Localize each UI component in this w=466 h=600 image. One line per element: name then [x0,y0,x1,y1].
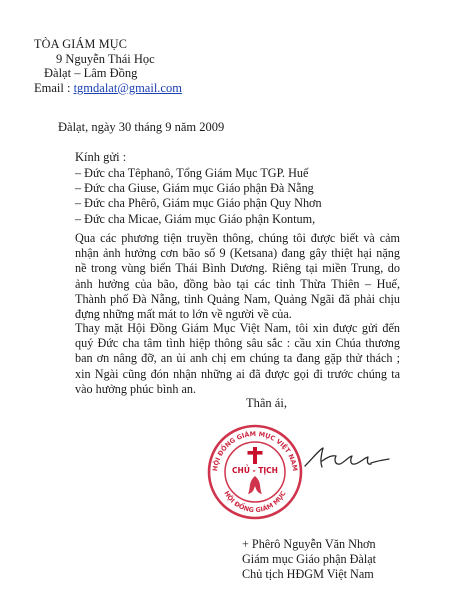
sender-street: 9 Nguyễn Thái Học [56,51,155,66]
official-seal [201,422,309,522]
seal-top-text: HỘI ĐỒNG GIÁM MỤC VIỆT NAM [211,429,299,472]
closing: Thân ái, [246,396,287,410]
flame-icon [248,476,262,494]
seal-bottom-text: HỘI ĐỒNG GIÁM MỤC [222,489,288,515]
sender-org: TÒA GIÁM MỤC [34,37,128,51]
greeting: Kính gửi : [75,150,127,164]
body-paragraph-1: Qua các phương tiện truyền thông, chúng tôi được biết và cảm nhận ảnh hưởng cơn bão số 9 (Ketsana) đang gây thiệt hại nặng nề trong vùng biển Thái Bình Dương. Riêng tại miền Trung, do ảnh hưởng của bão, đồng bào tại các tỉnh Thừa Thiên – Huế, Thành phố Đà Nẵng, tỉnh Quảng Nam, Quảng Ngãi đã phải chịu đựng những mất mát to lớn về người về của. [75,231,400,322]
recipient-item: – Đức cha Micae, Giám mục Giáo phận Kontum, [75,211,316,226]
letter-date: Đàlạt, ngày 30 tháng 9 năm 2009 [58,120,225,134]
signer-role: Chủ tịch HĐGM Việt Nam [242,567,374,582]
email-label: Email : [34,80,74,95]
signer-title: Giám mục Giáo phận Đàlạt [242,552,377,567]
signer-block [242,537,376,583]
signer-name: + Phêrô Nguyễn Văn Nhơn [242,537,376,551]
recipient-item: – Đức cha Têphanô, Tổng Giám Mục TGP. Huế [75,166,309,180]
recipient-list [75,166,322,227]
recipient-item: – Đức cha Giuse, Giám mục Giáo phận Đà Nẵng [75,181,314,196]
sender-city: Đàlạt – Lâm Đồng [44,66,138,81]
cross-icon [248,447,263,464]
email-link[interactable]: tgmdalat@gmail.com [73,80,182,95]
seal-center-text: CHỦ - TỊCH [232,466,278,475]
body-paragraph-2: Thay mặt Hội Đồng Giám Mục Việt Nam, tôi xin được gửi đến quý Đức cha tâm tình hiệp thông sâu sắc : cầu xin Chúa thương ban ơn nâng đỡ, an ủi anh chị em chúng ta đang gặp thử thách ; xin Ngài cũng đón nhận những ai đã được gọi đi trước chúng ta vào hưởng phúc bình an. [75,321,400,396]
recipient-item: – Đức cha Phêrô, Giám mục Giáo phận Quy Nhơn [75,196,322,211]
handwritten-signature [301,444,393,474]
sender-email-line [34,81,182,96]
sender-header [34,37,182,95]
